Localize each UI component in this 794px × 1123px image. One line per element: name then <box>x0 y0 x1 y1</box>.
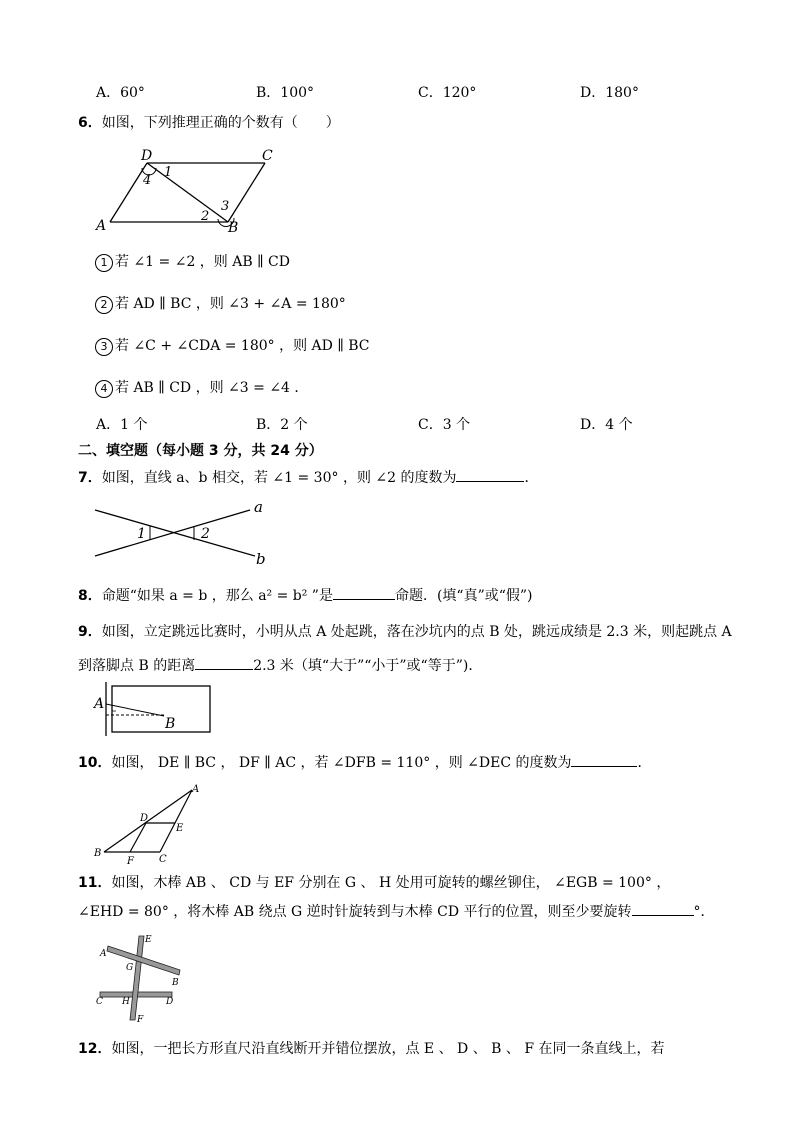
q6-label-C: C <box>262 148 273 164</box>
q11-label-B: B <box>172 978 179 988</box>
q6-parallelogram-figure <box>90 142 290 237</box>
q11-rods-figure <box>92 930 192 1025</box>
q7-intersecting-lines-figure <box>90 496 280 568</box>
q9-answer-blank <box>195 655 253 670</box>
q8-stem: 8．命题“如果 a = b ，那么 a² = b² ”是 命题．(填“真”或“假”) <box>78 585 533 606</box>
q6-label-B: B <box>228 220 239 236</box>
q6-item-4: 4 若 AB ∥ CD ，则 ∠3 = ∠4 ． <box>95 378 308 398</box>
q5-option-b: B．100° <box>256 85 315 101</box>
q10-label-D: D <box>140 813 149 824</box>
q9-label-A: A <box>94 696 105 712</box>
q6-number: 6． <box>78 115 102 131</box>
q6-angle-3: 3 <box>221 199 230 214</box>
q6-stem <box>78 113 340 133</box>
q6-label-A: A <box>96 218 107 234</box>
q11-answer-blank <box>632 901 694 916</box>
q5-option-a: A．60° <box>96 85 145 101</box>
q10-label-F: F <box>127 856 134 866</box>
q6-option-c: C．3 个 <box>418 417 471 433</box>
q9-label-B: B <box>165 716 176 732</box>
q10-label-C: C <box>159 854 167 865</box>
q11-label-C: C <box>96 997 103 1007</box>
q11-label-E: E <box>145 935 152 945</box>
q6-option-d: D．4 个 <box>580 417 633 433</box>
q12-stem: 12．如图，一把长方形直尺沿直线断开并错位摆放，点 E 、 D 、 B 、 F 在同一条直线上，若 <box>78 1041 665 1057</box>
q6-option-a: A．1 个 <box>96 417 148 433</box>
q9-stem-line2: 到落脚点 B 的距离 2.3 米（填“大于”“小于”或“等于”)． <box>78 655 482 676</box>
q10-triangle-figure <box>90 780 210 866</box>
q10-label-B: B <box>94 848 102 859</box>
q7-angle-2: 2 <box>201 526 210 542</box>
q11-label-H: H <box>122 997 130 1007</box>
q11-label-A: A <box>100 949 107 959</box>
q11-label-F: F <box>137 1015 144 1025</box>
q6-angle-2: 2 <box>201 209 210 224</box>
q6-angle-1: 1 <box>164 165 173 180</box>
q6-label-D: D <box>141 148 153 164</box>
q7-angle-1: 1 <box>137 526 146 542</box>
q6-item-3: 3 若 ∠C + ∠CDA = 180° ，则 AD ∥ BC <box>95 336 370 356</box>
q9-stem-line1: 9．如图，立定跳远比赛时，小明从点 A 处起跳，落在沙坑内的点 B 处，跳远成绩是 2.3 米，则起跳点 A <box>78 624 732 640</box>
q6-option-b: B．2 个 <box>256 417 308 433</box>
q11-stem-line1: 11．如图，木棒 AB 、 CD 与 EF 分别在 G 、 H 处用可旋转的螺丝铆住， ∠EGB = 100° ， <box>78 875 671 891</box>
q8-answer-blank <box>333 585 395 600</box>
q7-answer-blank <box>456 467 524 482</box>
q9-long-jump-figure <box>92 682 222 738</box>
q6-text: 如图，下列推理正确的个数有（ ） <box>101 115 340 131</box>
q11-label-G: G <box>126 963 134 973</box>
q6-angle-4: 4 <box>143 173 152 188</box>
q6-item-2: 2 若 AD ∥ BC ，则 ∠3 + ∠A = 180° <box>95 294 346 314</box>
q10-label-A: A <box>192 784 200 795</box>
q5-option-d: D．180° <box>580 85 639 101</box>
section-heading: 二、填空题（每小题 3 分，共 24 分） <box>78 443 323 459</box>
q10-answer-blank <box>571 752 637 767</box>
q7-label-b: b <box>256 550 266 568</box>
q10-label-E: E <box>176 823 184 834</box>
q10-stem: 10．如图， DE ∥ BC ， DF ∥ AC ，若 ∠DFB = 110° ，则 ∠DEC 的度数为 ． <box>78 752 651 773</box>
q11-stem-line2: ∠EHD = 80° ，将木棒 AB 绕点 G 逆时针旋转到与木棒 CD 平行的位置，则至少要旋转 °． <box>78 901 715 922</box>
q11-label-D: D <box>166 997 174 1007</box>
q6-item-1: 1 若 ∠1 = ∠2 ，则 AB ∥ CD <box>95 252 290 272</box>
q7-stem: 7．如图，直线 a、b 相交，若 ∠1 = 30° ，则 ∠2 的度数为 ． <box>78 467 538 488</box>
q7-label-a: a <box>254 498 263 516</box>
q5-option-c: C．120° <box>418 85 477 101</box>
